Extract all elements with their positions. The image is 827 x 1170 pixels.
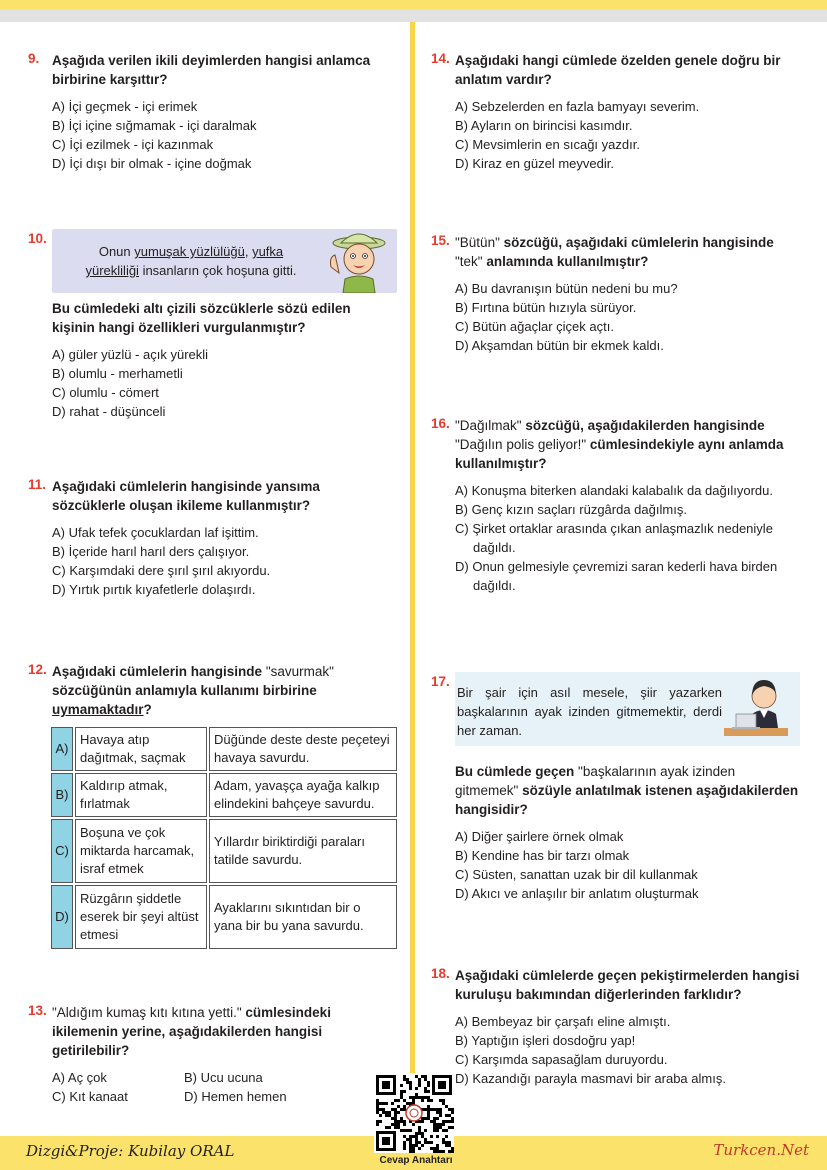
boy-character-icon: [323, 229, 393, 293]
credits-text: Dizgi&Proje: Kubilay ORAL: [26, 1142, 235, 1160]
option-c[interactable]: C) İçi ezilmek - içi kazınmak: [52, 137, 214, 152]
option-d[interactable]: D) İçi dışı bir olmak - içine doğmak: [52, 156, 252, 171]
option-meaning: Rüzgârın şiddetle eserek bir şeyi altüst etmesi: [75, 885, 207, 949]
question-number: 10.: [28, 231, 47, 246]
option-c[interactable]: C) olumlu - cömert: [52, 385, 159, 400]
option-row-c[interactable]: [51, 819, 397, 883]
option-b[interactable]: B) Ucu ucuna: [184, 1070, 263, 1085]
quote-text: Bir şair için asıl mesele, şiir yazarken başkalarının ayak izinden gitmemektir, derdi her zaman.: [457, 685, 722, 738]
question-number: 14.: [431, 51, 450, 66]
option-row-b[interactable]: [51, 773, 397, 817]
question-stem: Bu cümlede geçen "başkalarının ayak izinden gitmemek" sözüyle anlatılmak istenen aşağıdakilerden hangisidir?: [455, 764, 799, 817]
question-12: [28, 662, 397, 951]
question-stem: "Bütün" sözcüğü, aşağıdaki cümlelerin hangisinde "tek" anlamında kullanılmıştır?: [455, 235, 774, 269]
option-b[interactable]: B) İçi içine sığmamak - içi daralmak: [52, 118, 257, 133]
question-stem: Aşağıdaki cümlelerin hangisinde "savurmak" sözcüğünün anlamıyla kullanımı birbirine uymamaktadır?: [52, 664, 334, 717]
options: [455, 827, 800, 903]
question-number: 12.: [28, 662, 47, 677]
question-stem: Aşağıda verilen ikili deyimlerden hangisi anlamca birbirine karşıttır?: [52, 53, 371, 87]
question-18: [431, 966, 800, 1088]
option-sentence: Adam, yavaşça ayağa kalkıp elindekini bahçeye savurdu.: [209, 773, 397, 817]
option-letter: B): [51, 773, 73, 817]
options: [52, 97, 397, 173]
options: [455, 279, 800, 355]
options: [455, 481, 800, 595]
option-letter: D): [51, 885, 73, 949]
woman-at-laptop-icon: [722, 674, 792, 744]
top-gray-band: [0, 10, 827, 22]
option-letter: C): [51, 819, 73, 883]
question-stem: Aşağıdaki hangi cümlede özelden genele doğru bir anlatım vardır?: [455, 53, 781, 87]
quote-panel: [52, 229, 397, 293]
option-meaning: Kaldırıp atmak, fırlatmak: [75, 773, 207, 817]
question-number: 11.: [28, 477, 47, 492]
option-a[interactable]: A) Bembeyaz bir çarşafı eline almıştı.: [455, 1014, 671, 1029]
option-b[interactable]: B) Ayların on birincisi kasımdır.: [455, 118, 633, 133]
option-d[interactable]: D) Onun gelmesiyle çevremizi saran kederli hava birden dağıldı.: [455, 559, 778, 593]
question-11: [28, 477, 397, 599]
underlined-word: uymamaktadır: [52, 702, 144, 717]
quote-text: Onun yumuşak yüzlülüğü, yufka yürekliliği insanların çok hoşuna gitti.: [85, 244, 297, 278]
question-number: 13.: [28, 1003, 47, 1018]
option-row-d[interactable]: [51, 885, 397, 949]
options: [455, 1012, 800, 1088]
option-d[interactable]: D) rahat - düşünceli: [52, 404, 166, 419]
option-a[interactable]: A) Aç çok: [52, 1070, 107, 1085]
option-b[interactable]: B) Fırtına bütün hızıyla sürüyor.: [455, 300, 637, 315]
question-number: 9.: [28, 51, 40, 66]
option-d[interactable]: D) Kiraz en güzel meyvedir.: [455, 156, 614, 171]
question-stem: Aşağıdaki cümlelerin hangisinde yansıma sözcüklerle oluşan ikileme kullanmıştır?: [52, 479, 320, 513]
option-sentence: Düğünde deste deste peçeteyi havaya savurdu.: [209, 727, 397, 771]
option-d[interactable]: D) Akıcı ve anlaşılır bir anlatım oluşturmak: [455, 886, 699, 901]
options: [52, 345, 397, 421]
option-c[interactable]: C) Karşımdaki dere şırıl şırıl akıyordu.: [52, 563, 271, 578]
option-sentence: Ayaklarını sıkıntıdan bir o yana bir bu yana savurdu.: [209, 885, 397, 949]
option-sentence: Yıllardır biriktirdiği paraları tatilde savurdu.: [209, 819, 397, 883]
option-d[interactable]: D) Akşamdan bütün bir ekmek kaldı.: [455, 338, 664, 353]
option-c[interactable]: C) Mevsimlerin en sıcağı yazdır.: [455, 137, 640, 152]
option-b[interactable]: B) Kendine has bir tarzı olmak: [455, 848, 630, 863]
option-c[interactable]: C) Şirket ortaklar arasında çıkan anlaşmazlık nedeniyle dağıldı.: [455, 521, 773, 555]
option-d[interactable]: D) Kazandığı parayla masmavi bir araba almış.: [455, 1071, 726, 1086]
options: [52, 1068, 397, 1106]
question-number: 15.: [431, 233, 450, 248]
question-number: 16.: [431, 416, 450, 431]
qr-label: Cevap Anahtarı: [379, 1155, 453, 1166]
underlined-phrase-1: yumuşak yüzlülüğü: [134, 244, 245, 259]
question-10: [28, 229, 397, 421]
underlined-phrase-2a: yufka: [252, 244, 284, 259]
option-a[interactable]: A) güler yüzlü - açık yürekli: [52, 347, 209, 362]
column-divider: [410, 22, 415, 1132]
question-stem: Bu cümledeki altı çizili sözcüklerle sözü edilen kişinin hangi özellikleri vurgulanmıştır?: [52, 301, 351, 335]
question-number: 18.: [431, 966, 450, 981]
option-c[interactable]: C) Bütün ağaçlar çiçek açtı.: [455, 319, 614, 334]
options-table: [49, 725, 399, 951]
option-b[interactable]: B) İçeride harıl harıl ders çalışıyor.: [52, 544, 250, 559]
option-a[interactable]: A) Ufak tefek çocuklardan laf işittim.: [52, 525, 259, 540]
option-b[interactable]: B) Yaptığın işleri dosdoğru yap!: [455, 1033, 636, 1048]
options: [455, 97, 800, 173]
question-number: 17.: [431, 674, 450, 689]
option-c[interactable]: C) Kıt kanaat: [52, 1089, 128, 1104]
question-15: [431, 233, 800, 355]
option-d[interactable]: D) Yırtık pırtık kıyafetlerle dolaşırdı.: [52, 582, 256, 597]
option-row-a[interactable]: [51, 727, 397, 771]
question-9: [28, 51, 397, 173]
question-stem: Aşağıdaki cümlelerde geçen pekiştirmelerden hangisi kuruluşu bakımından diğerlerinden farklıdır?: [455, 968, 800, 1002]
option-a[interactable]: A) İçi geçmek - içi erimek: [52, 99, 198, 114]
option-a[interactable]: A) Diğer şairlere örnek olmak: [455, 829, 624, 844]
option-b[interactable]: B) Genç kızın saçları rüzgârda dağılmış.: [455, 502, 687, 517]
question-13: [28, 1003, 397, 1106]
option-meaning: Boşuna ve çok miktarda harcamak, israf etmek: [75, 819, 207, 883]
question-17: [431, 672, 800, 903]
quote-panel: [455, 672, 800, 746]
option-a[interactable]: A) Sebzelerden en fazla bamyayı severim.: [455, 99, 700, 114]
option-c[interactable]: C) Süsten, sanattan uzak bir dil kullanmak: [455, 867, 698, 882]
option-a[interactable]: A) Konuşma biterken alandaki kalabalık da dağılıyordu.: [455, 483, 773, 498]
question-stem: "Aldığım kumaş kıtı kıtına yetti." cümlesindeki ikilemenin yerine, aşağıdakilerden hangisi getirilebilir?: [52, 1005, 331, 1058]
question-16: [431, 416, 800, 595]
underlined-phrase-2b: yürekliliği: [85, 263, 139, 278]
brand-logo: Turkcen.Net: [713, 1141, 809, 1159]
top-band: [0, 0, 827, 10]
options: [52, 523, 397, 599]
option-b[interactable]: B) olumlu - merhametli: [52, 366, 183, 381]
option-a[interactable]: A) Bu davranışın bütün nedeni bu mu?: [455, 281, 678, 296]
qr-code-icon[interactable]: [374, 1073, 454, 1153]
question-14: [431, 51, 800, 173]
option-letter: A): [51, 727, 73, 771]
option-d[interactable]: D) Hemen hemen: [184, 1089, 287, 1104]
option-meaning: Havaya atıp dağıtmak, saçmak: [75, 727, 207, 771]
question-stem: "Dağılmak" sözcüğü, aşağıdakilerden hangisinde "Dağılın polis geliyor!" cümlesindekiyle aynı anlamda kullanılmıştır?: [455, 418, 784, 471]
option-c[interactable]: C) Karşımda sapasağlam duruyordu.: [455, 1052, 668, 1067]
